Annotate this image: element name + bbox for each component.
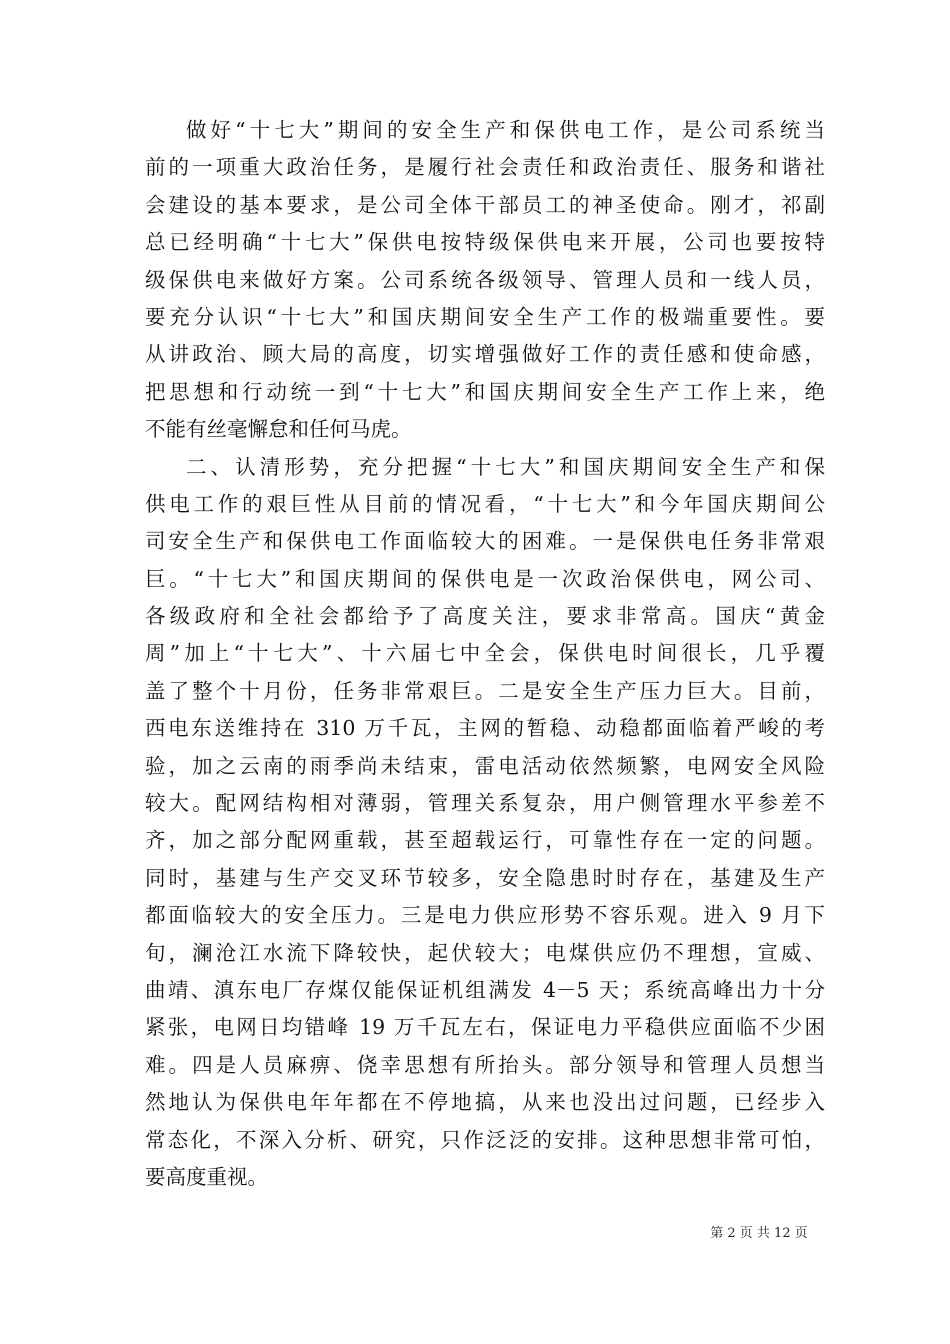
- text-line: 从讲政治、顾大局的高度，切实增强做好工作的责任感和使命感，: [145, 342, 825, 367]
- text-line: 做好“十七大”期间的安全生产和保供电工作，是公司系统当: [186, 118, 825, 142]
- text-line: 供电工作的艰巨性从目前的情况看，“十七大”和今年国庆期间公: [145, 491, 825, 516]
- text-line: 难。四是人员麻痹、侥幸思想有所抬头。部分领导和管理人员想当: [145, 1052, 825, 1077]
- text-line: 常态化，不深入分析、研究，只作泛泛的安排。这种思想非常可怕，: [145, 1127, 825, 1152]
- page-number: 第 2 页 共 12 页: [710, 1226, 808, 1241]
- text-line: 要高度重视。: [145, 1164, 268, 1189]
- text-line: 二、认清形势，充分把握“十七大”和国庆期间安全生产和保: [186, 454, 825, 479]
- page-footer: [0, 1222, 950, 1241]
- text-line: 然地认为保供电年年都在不停地搞，从来也没出过问题，已经步入: [145, 1090, 825, 1115]
- body-text: [145, 112, 825, 1196]
- text-line: 前的一项重大政治任务，是履行社会责任和政治责任、服务和谐社: [145, 155, 825, 180]
- text-line: 司安全生产和保供电工作面临较大的困难。一是保供电任务非常艰: [145, 529, 825, 554]
- text-line: 不能有丝毫懈怠和任何马虎。: [145, 417, 412, 442]
- text-line: 巨。“十七大”和国庆期间的保供电是一次政治保供电，网公司、: [145, 566, 825, 591]
- text-line: 把思想和行动统一到“十七大”和国庆期间安全生产工作上来，绝: [145, 379, 825, 404]
- text-line: 同时，基建与生产交叉环节较多，安全隐患时时存在，基建及生产: [145, 865, 825, 890]
- text-line: 旬，澜沧江水流下降较快，起伏较大；电煤供应仍不理想，宣威、: [145, 940, 825, 965]
- text-line: 总已经明确“十七大”保供电按特级保供电来开展，公司也要按特: [145, 230, 825, 255]
- text-line: 都面临较大的安全压力。三是电力供应形势不容乐观。进入 9 月下: [145, 903, 825, 928]
- text-line: 级保供电来做好方案。公司系统各级领导、管理人员和一线人员，: [145, 267, 825, 292]
- text-line: 曲靖、滇东电厂存煤仅能保证机组满发 4－5 天；系统高峰出力十分: [145, 977, 825, 1002]
- text-line: 周”加上“十七大”、十六届七中全会，保供电时间很长，几乎覆: [145, 641, 825, 666]
- text-line: 验，加之云南的雨季尚未结束，雷电活动依然频繁，电网安全风险: [145, 753, 825, 778]
- text-line: 要充分认识“十七大”和国庆期间安全生产工作的极端重要性。要: [145, 304, 825, 329]
- text-line: 紧张，电网日均错峰 19 万千瓦左右，保证电力平稳供应面临不少困: [145, 1015, 825, 1040]
- text-line: 西电东送维持在 310 万千瓦，主网的暂稳、动稳都面临着严峻的考: [145, 716, 825, 741]
- text-line: 盖了整个十月份，任务非常艰巨。二是安全生产压力巨大。目前，: [145, 678, 825, 703]
- text-line: 齐，加之部分配网重载，甚至超载运行，可靠性存在一定的问题。: [145, 828, 825, 853]
- text-line: 各级政府和全社会都给予了高度关注，要求非常高。国庆“黄金: [145, 604, 825, 629]
- text-line: 较大。配网结构相对薄弱，管理关系复杂，用户侧管理水平参差不: [145, 791, 825, 816]
- text-line: 会建设的基本要求，是公司全体干部员工的神圣使命。刚才，祁副: [145, 192, 825, 217]
